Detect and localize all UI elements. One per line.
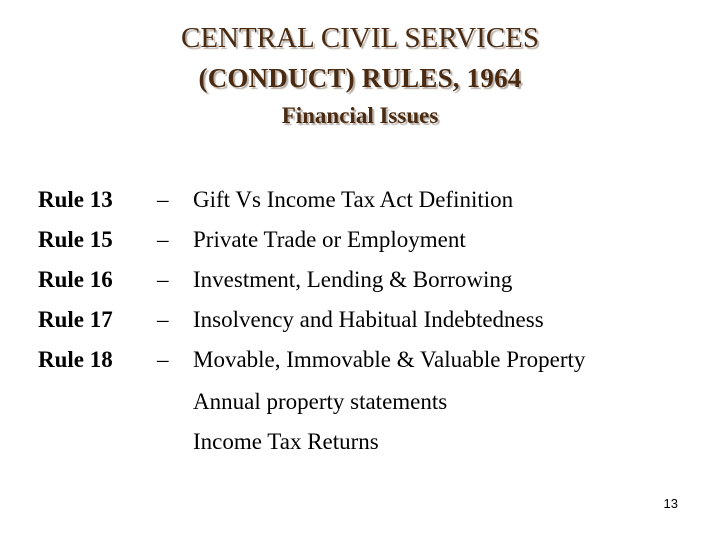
- dash: –: [157, 267, 169, 292]
- slide-title-line-1: CENTRAL CIVIL SERVICES: [180, 22, 540, 54]
- sub-item: Annual property statements: [193, 389, 448, 414]
- sub-item: Income Tax Returns: [193, 429, 379, 454]
- rule-label: Rule 15: [38, 227, 113, 252]
- rule-label: Rule 16: [38, 267, 113, 292]
- rule-description: Private Trade or Employment: [193, 227, 466, 252]
- slide-title-line-2: (CONDUCT) RULES, 1964: [198, 63, 522, 93]
- rule-description: Gift Vs Income Tax Act Definition: [193, 187, 514, 212]
- rule-label: Rule 13: [38, 187, 113, 212]
- dash: –: [157, 187, 169, 212]
- rule-label: Rule 18: [38, 347, 113, 372]
- slide-subtitle: Financial Issues: [281, 103, 439, 128]
- page-number: 13: [663, 496, 678, 511]
- rule-label: Rule 17: [38, 307, 113, 332]
- dash: –: [157, 307, 169, 332]
- rule-description: Movable, Immovable & Valuable Property: [193, 347, 586, 372]
- dash: –: [157, 227, 169, 252]
- dash: –: [157, 347, 169, 372]
- rule-description: Investment, Lending & Borrowing: [193, 267, 513, 292]
- rule-description: Insolvency and Habitual Indebtedness: [193, 307, 544, 332]
